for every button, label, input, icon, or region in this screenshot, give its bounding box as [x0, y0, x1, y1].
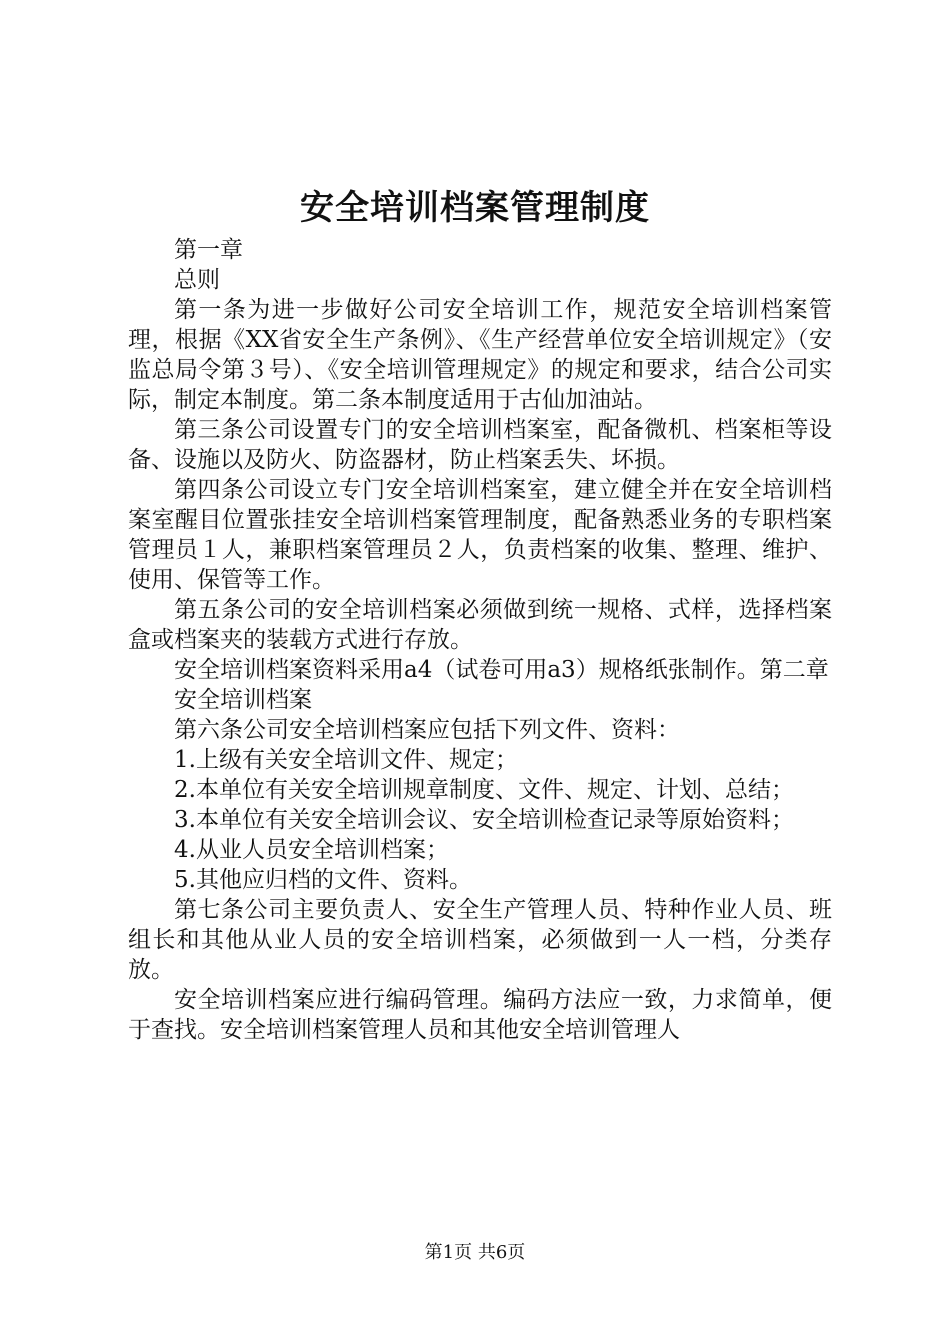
- paragraph: 第三条公司设置专门的安全培训档案室，配备微机、档案柜等设备、设施以及防火、防盗器材，防止档案丢失、坏损。: [128, 417, 832, 473]
- paragraph: 5.其他应归档的文件、资料。: [174, 867, 472, 893]
- page-footer: 第1页 共6页: [424, 1242, 526, 1263]
- paragraph: 3.本单位有关安全培训会议、安全培训检查记录等原始资料；: [174, 807, 794, 833]
- paragraph: 第一条为进一步做好公司安全培训工作，规范安全培训档案管理，根据《XX省安全生产条例》、《生产经营单位安全培训规定》（安监总局令第３号）、《安全培训管理规定》的规定和要求，结合公司实际，制定本制度。第二条本制度适用于古仙加油站。: [128, 297, 832, 413]
- paragraph: 第五条公司的安全培训档案必须做到统一规格、式样，选择档案盒或档案夹的装载方式进行存放。: [128, 597, 832, 653]
- paragraph: 第七条公司主要负责人、安全生产管理人员、特种作业人员、班组长和其他从业人员的安全培训档案，必须做到一人一档，分类存放。: [128, 897, 832, 983]
- paragraph: 1.上级有关安全培训文件、规定；: [174, 747, 518, 773]
- paragraph: 安全培训档案资料采用a4（试卷可用a3）规格纸张制作。第二章: [174, 657, 829, 683]
- paragraph: 4.从业人员安全培训档案；: [174, 837, 449, 863]
- paragraph: 第四条公司设立专门安全培训档案室，建立健全并在安全培训档案室醒目位置张挂安全培训档案管理制度，配备熟悉业务的专职档案管理员１人，兼职档案管理员２人，负责档案的收集、整理、维护、使用、保管等工作。: [128, 477, 832, 593]
- document-title: 安全培训档案管理制度: [300, 188, 650, 228]
- paragraph: 总则: [174, 267, 220, 293]
- document-body: [128, 235, 832, 1045]
- paragraph: 第一章: [174, 237, 243, 263]
- paragraph: 第六条公司安全培训档案应包括下列文件、资料：: [174, 717, 680, 743]
- paragraph: 2.本单位有关安全培训规章制度、文件、规定、计划、总结；: [174, 777, 794, 803]
- paragraph: 安全培训档案: [174, 687, 312, 713]
- paragraph: 安全培训档案应进行编码管理。编码方法应一致，力求简单，便于查找。安全培训档案管理人员和其他安全培训管理人: [128, 987, 832, 1043]
